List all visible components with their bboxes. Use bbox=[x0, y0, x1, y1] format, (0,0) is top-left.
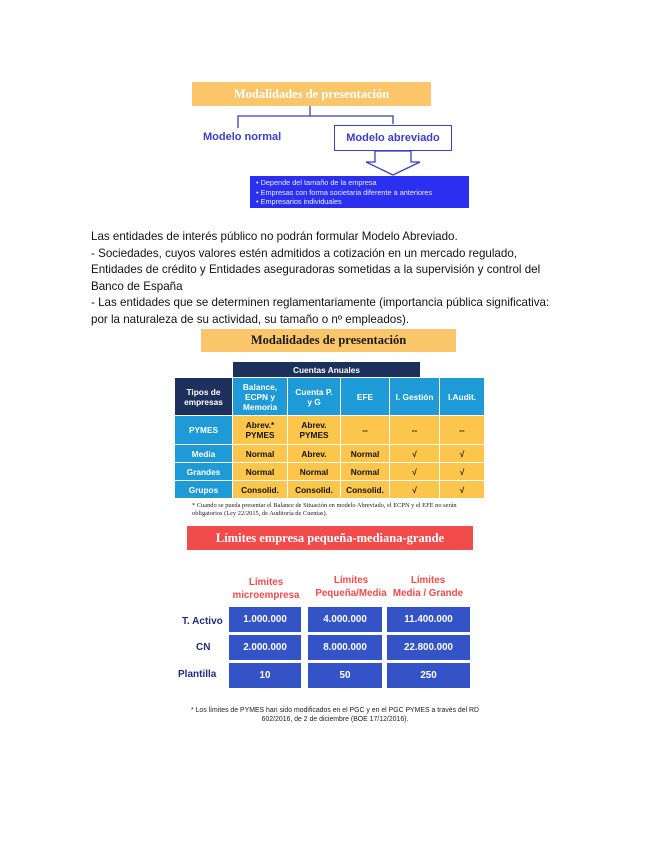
table-cell: Normal bbox=[233, 463, 287, 480]
condition-item: • Depende del tamaño de la empresa bbox=[256, 178, 377, 187]
header-line: microempresa bbox=[232, 589, 300, 601]
header-line: Pequeña/Media bbox=[315, 587, 387, 599]
limit-cell: 11.400.000 bbox=[387, 607, 470, 632]
row-label-media: Media bbox=[175, 445, 232, 462]
col-header-audit: I.Audit. bbox=[440, 378, 484, 415]
modelo-abreviado-label: Modelo abreviado bbox=[346, 132, 440, 144]
col-header-gestion: I. Gestión bbox=[390, 378, 439, 415]
paragraph-line: - Las entidades que se determinen reglamentariamente (importancia pública significativa: bbox=[91, 296, 550, 309]
row-label-pymes: PYMES bbox=[175, 416, 232, 444]
table1-footnote bbox=[192, 502, 492, 519]
col-header-efe: EFE bbox=[341, 378, 389, 415]
table-cell: Abrev. PYMES bbox=[288, 416, 340, 444]
interes-publico-paragraph bbox=[91, 229, 571, 328]
limits-header-media bbox=[384, 575, 472, 600]
abreviado-conditions-box bbox=[250, 176, 469, 208]
header-line: Límites bbox=[248, 577, 284, 588]
footnote-line: * Cuando se pueda presentar el Balance de Situación en modelo Abreviado, el ECPN y el EFE no serán bbox=[192, 502, 457, 509]
footnote-line: 602/2016, de 2 de diciembre (BOE 17/12/2016). bbox=[261, 716, 409, 723]
condition-item: • Empresas con forma societaria diferente a anteriores bbox=[256, 187, 433, 197]
header-line: Media / Grande bbox=[392, 587, 464, 599]
row-label-grandes: Grandes bbox=[175, 463, 232, 480]
table-cell: √ bbox=[440, 481, 484, 498]
table-cell: √ bbox=[390, 481, 439, 498]
modelo-normal-label: Modelo normal bbox=[203, 131, 282, 143]
table-cell: -- bbox=[390, 416, 439, 444]
footnote-line: obligatorios (Ley 22/2015, de Auditoría de Cuentas). bbox=[192, 510, 328, 518]
table-cell: -- bbox=[440, 416, 484, 444]
limites-banner: Límites empresa pequeña-mediana-grande bbox=[187, 526, 473, 550]
col-header-balance: Balance, ECPN y Memoria bbox=[233, 378, 287, 415]
limit-cell: 250 bbox=[387, 663, 470, 688]
paragraph-line: Banco de España bbox=[91, 279, 183, 293]
limit-label-plantilla: Plantilla bbox=[178, 669, 217, 680]
table-cell: Normal bbox=[288, 463, 340, 480]
table-cell: -- bbox=[341, 416, 389, 444]
limit-cell: 4.000.000 bbox=[308, 607, 382, 632]
paragraph-line: por la naturaleza de su actividad, su tamaño o nº empleados). bbox=[91, 312, 410, 326]
table-cell: √ bbox=[440, 463, 484, 480]
modalidades-banner-1: Modalidades de presentación bbox=[192, 82, 431, 106]
paragraph-line: Las entidades de interés público no podrán formular Modelo Abreviado. bbox=[91, 230, 458, 243]
limit-label-activo: T. Activo bbox=[182, 616, 223, 627]
modelo-abreviado-box bbox=[334, 125, 452, 151]
table-cell: Abrev. bbox=[288, 445, 340, 462]
table-cell: Consolid. bbox=[341, 481, 389, 498]
paragraph-line: - Sociedades, cuyos valores estén admitidos a cotización en un mercado regulado, bbox=[91, 246, 517, 260]
table-cell: Normal bbox=[233, 445, 287, 462]
limit-cell: 22.800.000 bbox=[387, 635, 470, 660]
col-header-cuenta-pyg: Cuenta P. y G bbox=[288, 378, 340, 415]
limit-cell: 50 bbox=[308, 663, 382, 688]
limit-label-cn: CN bbox=[196, 642, 211, 653]
footnote-line: * Los límites de PYMES han sido modificados en el PGC y en el PGC PYMES a través del RD bbox=[190, 707, 479, 714]
table-cell: Abrev.* PYMES bbox=[233, 416, 287, 444]
limit-cell: 2.000.000 bbox=[229, 635, 301, 660]
col-header-tipos: Tipos de empresas bbox=[175, 378, 232, 415]
header-line: Límites bbox=[410, 575, 446, 586]
limits-header-micro bbox=[226, 577, 306, 602]
table-cell: Normal bbox=[341, 463, 389, 480]
table-cell: Consolid. bbox=[233, 481, 287, 498]
limit-cell: 1.000.000 bbox=[229, 607, 301, 632]
modalidades-banner-2: Modalidades de presentación bbox=[201, 329, 456, 352]
condition-item: • Empresarios individuales bbox=[256, 197, 342, 207]
limits-footnote bbox=[155, 706, 515, 724]
table-cell: √ bbox=[390, 463, 439, 480]
table-cell: Consolid. bbox=[288, 481, 340, 498]
group-header-cuentas-anuales: Cuentas Anuales bbox=[233, 362, 420, 377]
table-cell: √ bbox=[390, 445, 439, 462]
table-cell: Normal bbox=[341, 445, 389, 462]
limit-cell: 10 bbox=[229, 663, 301, 688]
row-label-grupos: Grupos bbox=[175, 481, 232, 498]
table-cell: √ bbox=[440, 445, 484, 462]
limit-cell: 8.000.000 bbox=[308, 635, 382, 660]
limits-header-pequena bbox=[311, 575, 391, 600]
header-line: Límites bbox=[333, 575, 369, 586]
paragraph-line: Entidades de crédito y Entidades aseguradoras sometidas a la supervisión y control del bbox=[91, 263, 541, 276]
